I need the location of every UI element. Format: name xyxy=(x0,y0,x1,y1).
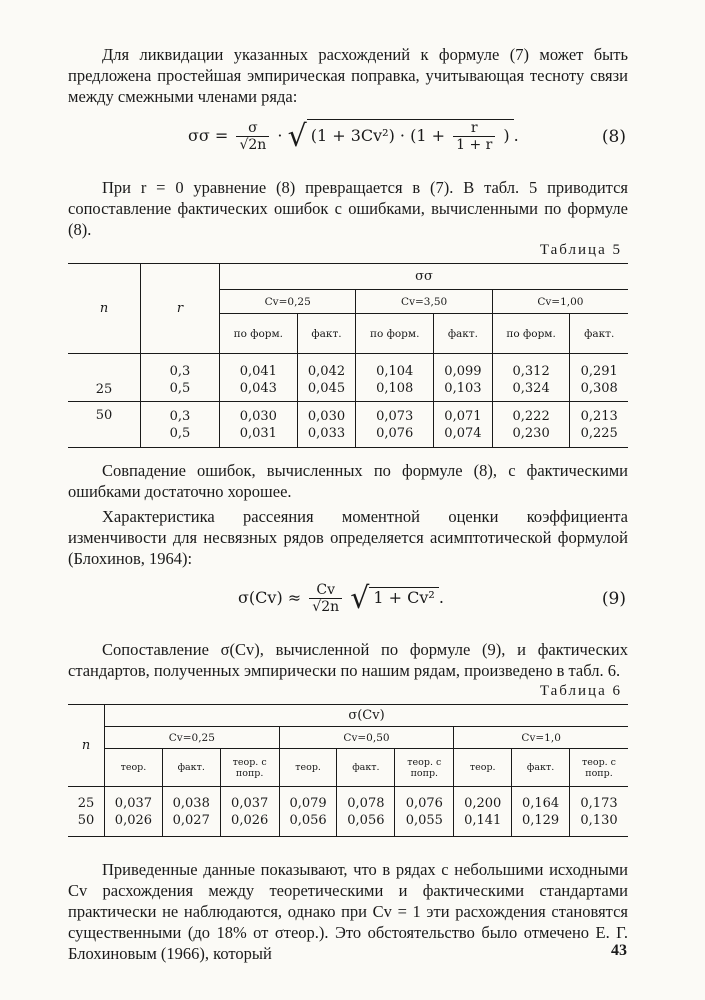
table-5-cell: 0,030 0,031 xyxy=(220,402,298,448)
table-6-subhead: факт. xyxy=(162,749,220,787)
paragraph-1: Для ликвидации указанных расхождений к формуле (7) может быть предложена простейшая эмпирическая поправка, учитывающая тесноту связи между смежными членами ряда: xyxy=(68,45,628,106)
formula-9-lhs: σ(Cv) ≈ xyxy=(238,588,302,607)
paragraph-2: При r = 0 уравнение (8) превращается в (7). В табл. 5 приводится сопоставление фактических ошибок с ошибками, вычисленными по формуле (8). xyxy=(68,178,628,239)
table-6-subhead: факт. xyxy=(512,749,570,787)
radical-sign-icon: √ xyxy=(287,119,307,154)
table-5-group: Cv=0,25 xyxy=(220,290,356,314)
page-number: 43 xyxy=(611,942,627,959)
table-5 xyxy=(68,263,628,448)
table-6-cell: 0,078 0,056 xyxy=(337,787,395,837)
table-5-head-r: r xyxy=(141,264,220,354)
table-5-cell: 0,312 0,324 xyxy=(492,354,570,402)
table-5-subhead: факт. xyxy=(297,314,356,354)
table-5-cell: 0,213 0,225 xyxy=(570,402,628,448)
table-6-head-n: n xyxy=(81,738,91,753)
table-6-group: Cv=1,0 xyxy=(454,727,628,749)
table-6-subhead: факт. xyxy=(337,749,395,787)
table-5-group: Cv=3,50 xyxy=(356,290,492,314)
table-5-head-n: n xyxy=(99,301,109,316)
table-6-subhead: теор. с попр. xyxy=(220,749,279,787)
table-6-subhead: теор. с попр. xyxy=(570,749,629,787)
formula-9 xyxy=(68,577,628,629)
formula-9-radicand: 1 + Cv² xyxy=(369,587,438,607)
table-5-cell: 0,073 0,076 xyxy=(356,402,434,448)
formula-8-inner-a: (1 + 3Cv²) · (1 + xyxy=(310,126,445,145)
table-5-r: 0,3 0,5 xyxy=(141,354,220,402)
formula-8-lhs: σσ = xyxy=(188,126,229,145)
radical-sign-icon: √ xyxy=(350,581,370,616)
table-5-cell: 0,030 0,033 xyxy=(297,402,356,448)
formula-8-tail: . xyxy=(513,126,519,145)
table-5-cell: 0,099 0,103 xyxy=(434,354,493,402)
formula-8-numerator: σ xyxy=(236,120,269,137)
formula-8 xyxy=(68,115,628,167)
table-5-subhead: факт. xyxy=(570,314,628,354)
table-5-cell: 0,291 0,308 xyxy=(570,354,628,402)
table-row xyxy=(68,354,628,402)
paragraph-5: Сопоставление σ(Cv), вычисленной по формуле (9), и фактических стандартов, полученных эмпирически по нашим рядам, произведено в табл. 6. xyxy=(68,640,628,680)
table-6 xyxy=(68,704,628,837)
table-5-cell: 0,104 0,108 xyxy=(356,354,434,402)
table-6-n: 25 50 xyxy=(77,795,95,828)
formula-9-tail: . xyxy=(438,588,444,607)
table-5-subhead: по форм. xyxy=(492,314,570,354)
table-6-cell: 0,200 0,141 xyxy=(454,787,512,837)
table-6-group: Cv=0,50 xyxy=(279,727,454,749)
table-6-subhead: теор. xyxy=(454,749,512,787)
table-5-group: Cv=1,00 xyxy=(492,290,628,314)
table-6-head-sigma: σ(Cv) xyxy=(105,705,629,727)
table-6-group: Cv=0,25 xyxy=(105,727,280,749)
formula-8-denominator: √2n xyxy=(239,137,267,153)
table-5-cell: 0,071 0,074 xyxy=(434,402,493,448)
paragraph-4: Характеристика рассеяния моментной оценки коэффициента изменчивости для несвязных рядов определяется асимптотической формулой (Блохинов, 1964): xyxy=(68,507,628,568)
formula-8-number: (8) xyxy=(601,127,626,147)
table-6-cell: 0,079 0,056 xyxy=(279,787,337,837)
table-5-cell: 0,042 0,045 xyxy=(297,354,356,402)
table-5-subhead: по форм. xyxy=(356,314,434,354)
formula-8-radicand xyxy=(307,119,514,153)
table-6-cell: 0,037 0,026 xyxy=(220,787,279,837)
page-body xyxy=(68,44,628,964)
table-5-cell: 0,041 0,043 xyxy=(220,354,298,402)
table-5-n: 50 xyxy=(95,408,113,423)
table-6-cell: 0,038 0,027 xyxy=(162,787,220,837)
formula-8-inner-b: ) xyxy=(503,126,510,145)
formula-8-dot: · xyxy=(277,126,283,145)
table-6-cell: 0,173 0,130 xyxy=(570,787,629,837)
table-5-n: 25 xyxy=(95,382,113,397)
table-6-cell: 0,164 0,129 xyxy=(512,787,570,837)
formula-8-fraction xyxy=(236,120,269,153)
formula-8-r-fraction xyxy=(453,120,495,153)
table-6-subhead: теор. с попр. xyxy=(395,749,454,787)
paragraph-3: Совпадение ошибок, вычисленных по формуле (8), с фактическими ошибками достаточно хорошее. xyxy=(68,461,628,501)
formula-8-r-denominator: 1 + r xyxy=(456,137,493,153)
table-5-subhead: по форм. xyxy=(220,314,298,354)
table-6-cell: 0,076 0,055 xyxy=(395,787,454,837)
table-5-cell: 0,222 0,230 xyxy=(492,402,570,448)
formula-9-number: (9) xyxy=(601,589,626,609)
table-5-caption: Таблица 5 xyxy=(539,242,622,258)
table-5-r: 0,3 0,5 xyxy=(141,402,220,448)
formula-9-numerator: Cv xyxy=(309,582,342,599)
table-6-caption: Таблица 6 xyxy=(539,683,622,699)
paragraph-6: Приведенные данные показывают, что в рядах с небольшими исходными Cv расхождения между теоретическими и фактическими стандартами практически не наблюдаются, однако при Cv = 1 эти расхождения становятся существенными (до 18% от σтеор.). Это обстоятельство было отмечено Е. Г. Блохиновым (1966), который xyxy=(68,860,628,963)
table-6-subhead: теор. xyxy=(279,749,337,787)
formula-9-denominator: √2n xyxy=(312,599,340,615)
table-6-subhead: теор. xyxy=(105,749,163,787)
table-row xyxy=(68,402,628,448)
formula-9-fraction xyxy=(309,582,342,615)
formula-8-r-numerator: r xyxy=(453,120,495,137)
table-5-subhead: факт. xyxy=(434,314,493,354)
table-row xyxy=(68,787,628,837)
table-5-head-sigma: σσ xyxy=(220,264,629,290)
table-6-cell: 0,037 0,026 xyxy=(105,787,163,837)
